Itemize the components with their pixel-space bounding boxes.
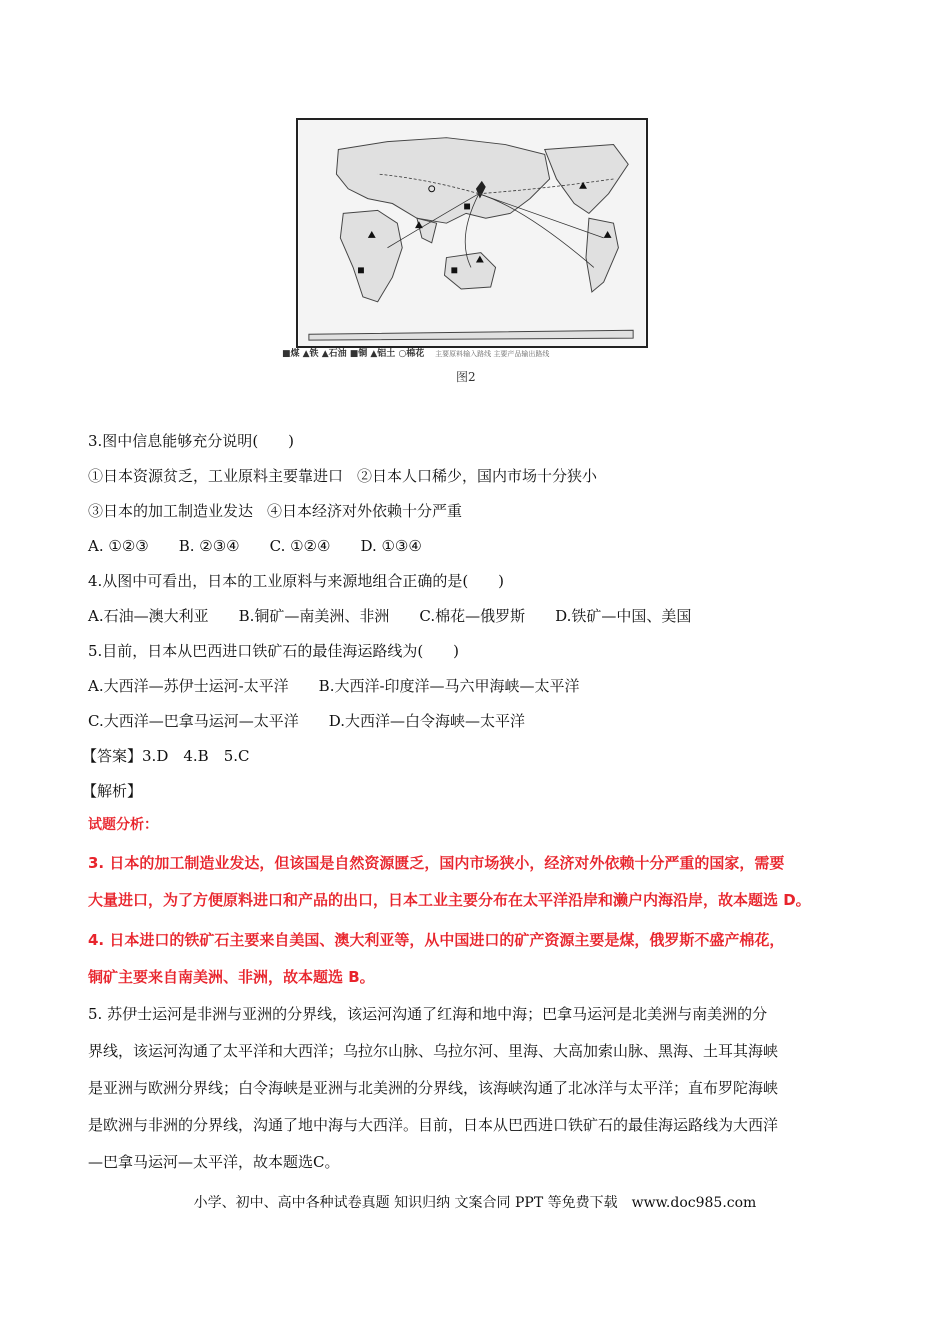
analysis-3-line-1: 3. 日本的加工制造业发达，但该国是自然资源匮乏，国内市场狭小，经济对外依赖十分严重的国家，需要 xyxy=(88,854,785,872)
option-d: D. ①③④ xyxy=(360,537,422,555)
option-c: C. ①②④ xyxy=(269,537,331,555)
question-3-statements-1 xyxy=(88,465,597,487)
analysis-subtitle: 试题分析： xyxy=(88,817,158,833)
answer-values: 3.D 4.B 5.C xyxy=(142,747,250,765)
option-b: B. ②③④ xyxy=(178,537,240,555)
legend-items: ■煤 ▲铁 ▲石油 ■铜 ▲铝土 ○棉花 xyxy=(282,349,425,359)
option-b: B.铜矿—南美洲、非洲 xyxy=(238,607,390,625)
statement-2: ②日本人口稀少，国内市场十分狭小 xyxy=(357,467,598,485)
analysis-4-line-2: 铜矿主要来自南美洲、非洲，故本题选 B。 xyxy=(88,968,375,986)
question-3-stem: 3.图中信息能够充分说明( ) xyxy=(88,432,295,450)
analysis-5-line-4: 是欧洲与非洲的分界线，沟通了地中海与大西洋。目前，日本从巴西进口铁矿石的最佳海运路线为大西洋 xyxy=(88,1116,779,1134)
page-footer: 小学、初中、高中各种试卷真题 知识归纳 文案合同 PPT 等免费下载 www.doc985.com xyxy=(193,1195,757,1211)
option-a: A.石油—澳大利亚 xyxy=(88,607,209,625)
question-5-stem: 5.目前，日本从巴西进口铁矿石的最佳海运路线为( ) xyxy=(88,642,460,660)
analysis-5-line-2: 界线，该运河沟通了太平洋和大西洋；乌拉尔山脉、乌拉尔河、里海、大高加索山脉、黑海、土耳其海峡 xyxy=(88,1042,779,1060)
legend-routes: 主要原料输入路线 主要产品输出路线 xyxy=(435,350,550,358)
option-d: D.铁矿—中国、美国 xyxy=(555,607,692,625)
figure-caption: 图2 xyxy=(456,370,476,384)
question-3-statements-2 xyxy=(88,500,462,522)
question-5-options-2 xyxy=(88,710,525,732)
analysis-5-line-3: 是亚洲与欧洲分界线；白令海峡是亚洲与北美洲的分界线，该海峡沟通了北冰洋与太平洋；直布罗陀海峡 xyxy=(88,1079,779,1097)
question-5-options-1 xyxy=(88,675,580,697)
world-map-figure xyxy=(296,118,648,348)
option-b: B.大西洋-印度洋—马六甲海峡—太平洋 xyxy=(318,677,580,695)
analysis-3-line-2: 大量进口，为了方便原料进口和产品的出口，日本工业主要分布在太平洋沿岸和濑户内海沿岸，故本题选 D。 xyxy=(88,891,811,909)
option-c: C.大西洋—巴拿马运河—太平洋 xyxy=(88,712,299,730)
analysis-5-line-5: —巴拿马运河—太平洋，故本题选C。 xyxy=(88,1153,340,1171)
statement-1: ①日本资源贫乏，工业原料主要靠进口 xyxy=(88,467,344,485)
option-d: D.大西洋—白令海峡—太平洋 xyxy=(328,712,525,730)
answer-line xyxy=(82,745,249,767)
statement-4: ④日本经济对外依赖十分严重 xyxy=(267,502,463,520)
map-legend xyxy=(282,346,662,360)
statement-3: ③日本的加工制造业发达 xyxy=(88,502,254,520)
answer-label: 【答案】 xyxy=(82,747,143,765)
analysis-5-line-1: 5. 苏伊士运河是非洲与亚洲的分界线，该运河沟通了红海和地中海；巴拿马运河是北美洲与南美洲的分 xyxy=(88,1005,768,1023)
analysis-label: 【解析】 xyxy=(82,782,143,800)
question-4-options xyxy=(88,605,691,627)
analysis-4-line-1: 4. 日本进口的铁矿石主要来自美国、澳大利亚等，从中国进口的矿产资源主要是煤，俄罗斯不盛产棉花， xyxy=(88,931,785,949)
option-a: A. ①②③ xyxy=(88,537,149,555)
option-c: C.棉花—俄罗斯 xyxy=(419,607,526,625)
question-4-stem: 4.从图中可看出，日本的工业原料与来源地组合正确的是( ) xyxy=(88,572,505,590)
world-map xyxy=(298,120,646,346)
option-a: A.大西洋—苏伊士运河-太平洋 xyxy=(88,677,289,695)
question-3-options xyxy=(88,535,422,557)
